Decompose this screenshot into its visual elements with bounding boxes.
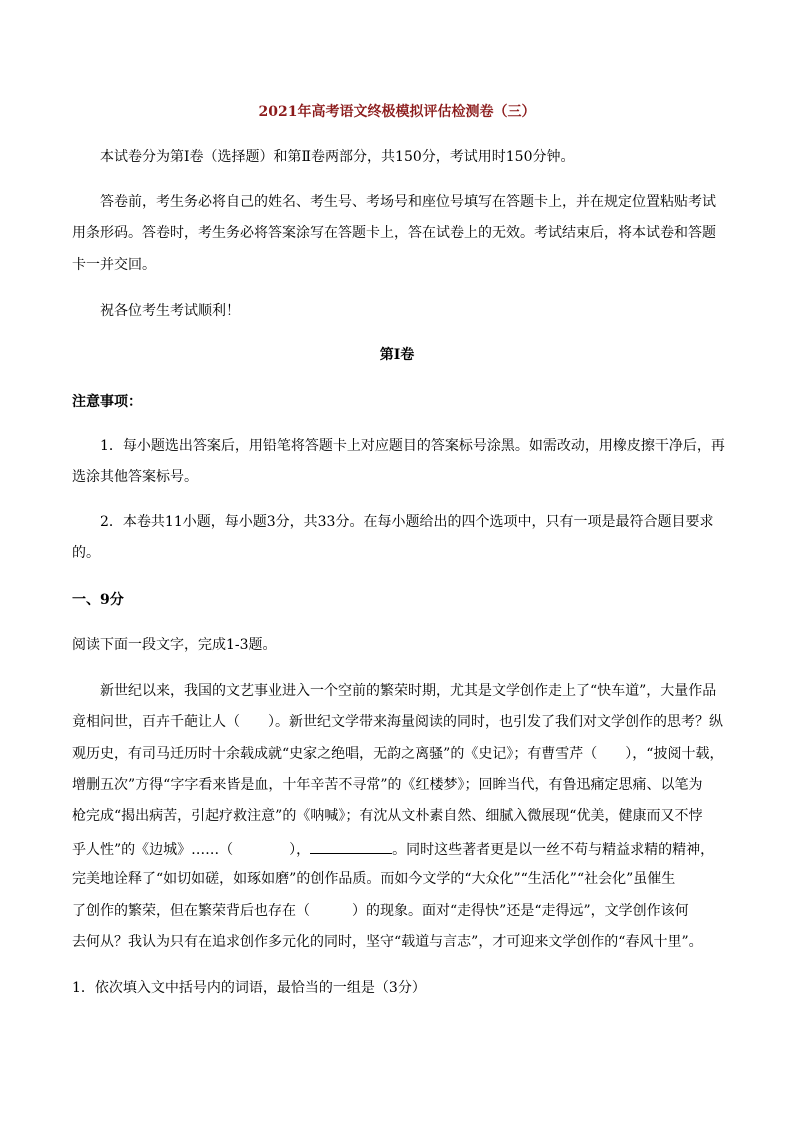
notice-item-line: 选涂其他答案标号。 (72, 469, 198, 485)
passage-line: 完美地诠释了“如切如磋，如琢如磨”的创作品质。而如今文学的“大众化”“生活化”“社会化”虽催生 (72, 871, 676, 887)
passage-line: 竟相问世，百卉千葩让人（ ）。新世纪文学带来海量阅读的同时，也引发了我们对文学创作的思考？纵 (72, 714, 723, 730)
instruction-line: 答卷前，考生务必将自己的姓名、考生号、考场号和座位号填写在答题卡上，并在规定位置粘贴考试 (100, 194, 716, 210)
notice-heading: 注意事项： (72, 394, 142, 410)
passage-fragment: 。同时这些著者更是以一丝不苟与精益求精的精神， (392, 842, 715, 858)
passage-line: 了创作的繁荣，但在繁荣背后也存在（ ）的现象。面对“走得快”还是“走得远”，文学创作该何 (72, 903, 689, 919)
instruction-line: 用条形码。答卷时，考生务必将答案涂写在答题卡上，答在试卷上的无效。考试结束后，将本试卷和答题 (72, 225, 716, 241)
wish-text: 祝各位考生考试顺利！ (100, 303, 240, 319)
passage-line: 增删五次”方得“字字看来皆是血，十年辛苦不寻常”的《红楼梦》；回眸当代，有鲁迅痛定思痛、以笔为 (72, 777, 703, 793)
notice-item-line: 1．每小题选出答案后，用铅笔将答题卡上对应题目的答案标号涂黑。如需改动，用橡皮擦干净后，再 (100, 438, 725, 454)
instruction-line: 卡一并交回。 (72, 257, 156, 273)
passage-line: 观历史，有司马迁历时十余载成就“史家之绝唱，无韵之离骚”的《史记》；有曹雪芹（ ），“披阅十载， (72, 746, 724, 762)
notice-item-line: 的。 (72, 545, 100, 561)
fill-in-blank (310, 839, 392, 854)
passage-line: 枪完成“揭出病苦，引起疗救注意”的《呐喊》；有沈从文朴素自然、细腻入微展现“优美，健康而又不悖 (72, 808, 703, 824)
passage-line: 新世纪以来，我国的文艺事业进入一个空前的繁荣时期，尤其是文学创作走上了“快车道”，大量作品 (100, 683, 717, 699)
question-1: 1．依次填入文中括号内的词语，最恰当的一组是（3分） (72, 980, 426, 996)
passage-line (72, 839, 714, 859)
section-heading: 一、9分 (72, 592, 124, 608)
part-title: 第Ⅰ卷 (379, 347, 415, 363)
passage-line: 去何从？我认为只有在追求创作多元化的同时，坚守“载道与言志”，才可迎来文学创作的“春风十里”。 (72, 934, 703, 950)
passage-fragment: 乎人性”的《边城》……（ ）， (72, 842, 311, 858)
page-title: 2021年高考语文终极模拟评估检测卷（三） (258, 104, 536, 120)
intro-text: 本试卷分为第Ⅰ卷（选择题）和第Ⅱ卷两部分，共150分，考试用时150分钟。 (100, 149, 575, 165)
reading-prompt: 阅读下面一段文字，完成1-3题。 (72, 637, 277, 653)
notice-item-line: 2．本卷共11小题，每小题3分，共33分。在每小题给出的四个选项中，只有一项是最符合题目要求 (100, 514, 714, 530)
